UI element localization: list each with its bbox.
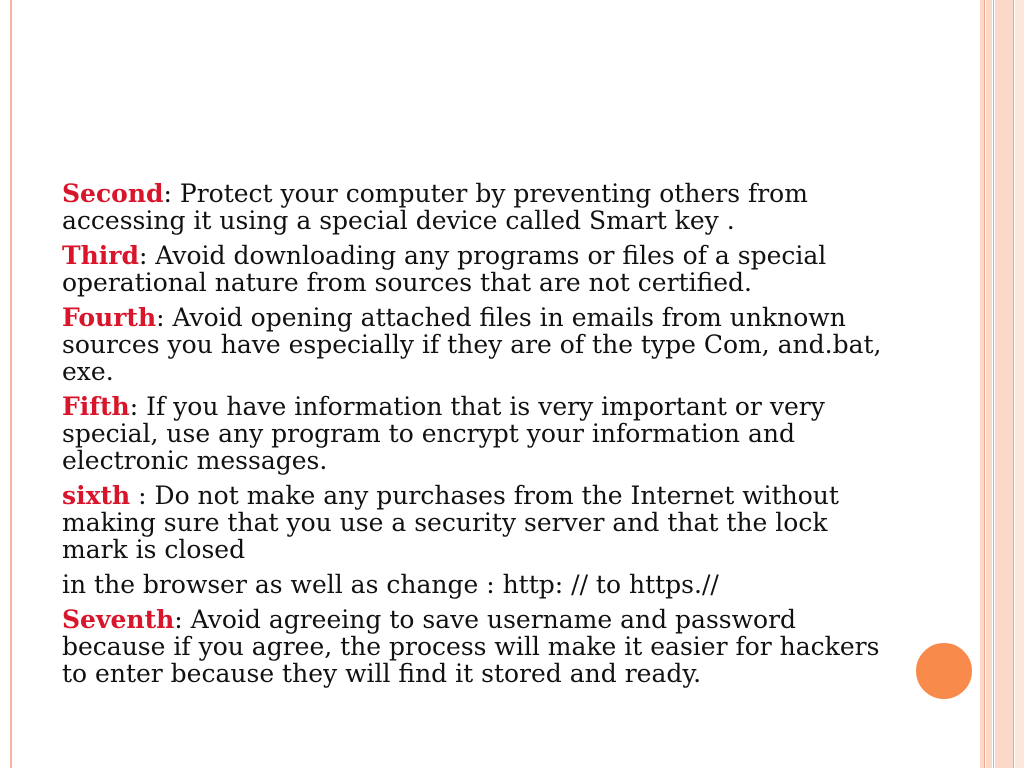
keyword-fourth: Fourth — [62, 303, 157, 332]
paragraph-fourth — [62, 304, 892, 385]
paragraph-second — [62, 180, 892, 234]
keyword-second: Second — [62, 179, 164, 208]
right-stripe-line-2 — [993, 0, 994, 768]
keyword-third: Third — [62, 241, 139, 270]
paragraph-text: in the browser as well as change : http: // to https.// — [62, 570, 719, 599]
paragraph-third — [62, 242, 892, 296]
slide-body — [62, 180, 892, 695]
decorative-circle — [913, 640, 975, 702]
paragraph-text: : Avoid downloading any programs or files of a special operational nature from sources that are not certified. — [62, 241, 827, 297]
keyword-fifth: Fifth — [62, 392, 130, 421]
paragraph-text: : Protect your computer by preventing others from accessing it using a special device called Smart key . — [62, 179, 808, 235]
paragraph-seventh — [62, 606, 892, 687]
right-stripe-line-1 — [984, 0, 985, 768]
right-stripe-line-3 — [1013, 0, 1014, 768]
right-stripe-2 — [986, 0, 992, 768]
paragraph-text: : Avoid agreeing to save username and password because if you agree, the process will make it easier for hackers to enter because they will find it stored and ready. — [62, 605, 880, 688]
paragraph-sixth-continued — [62, 571, 892, 598]
paragraph-text: : Avoid opening attached files in emails from unknown sources you have especially if they are of the type Com, and.bat, exe. — [62, 303, 882, 386]
paragraph-fifth — [62, 393, 892, 474]
keyword-sixth: sixth — [62, 481, 131, 510]
keyword-seventh: Seventh — [62, 605, 175, 634]
paragraph-text: : Do not make any purchases from the Internet without making sure that you use a security server and that the lock mark is closed — [62, 481, 839, 564]
right-stripe-4 — [1015, 0, 1024, 768]
paragraph-text: : If you have information that is very important or very special, use any program to encrypt your information and electronic messages. — [62, 392, 825, 475]
paragraph-sixth — [62, 482, 892, 563]
left-border-line — [10, 0, 12, 768]
right-stripe-3 — [995, 0, 1013, 768]
